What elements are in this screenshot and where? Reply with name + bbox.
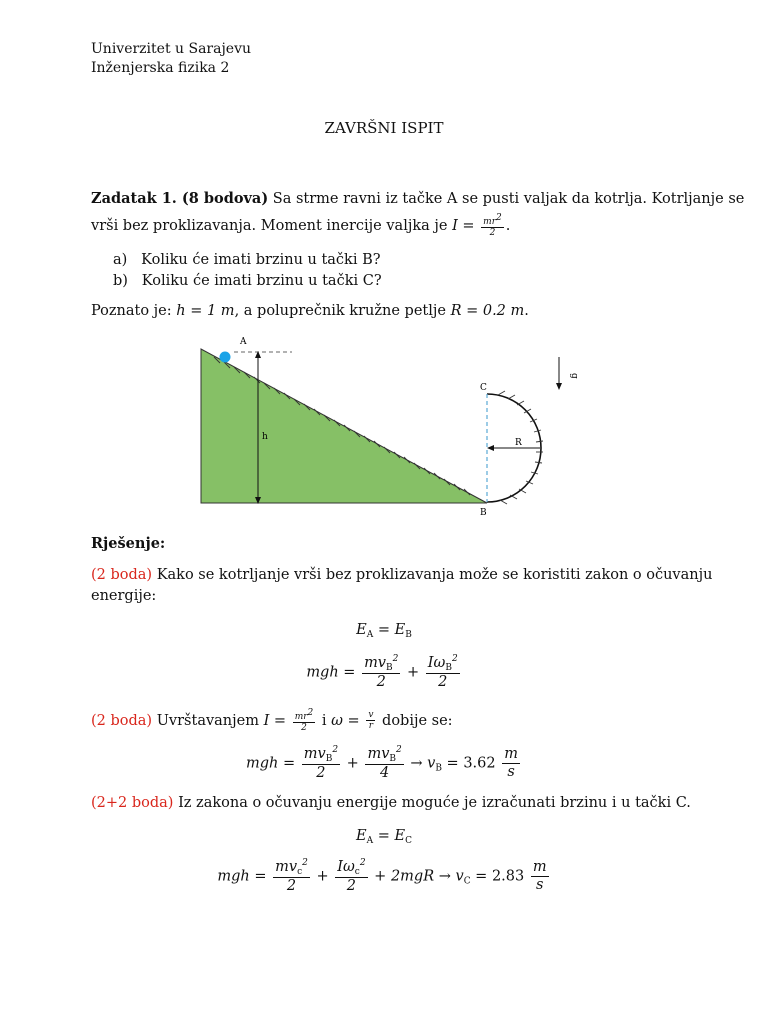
- step-2-text-b: i: [321, 712, 327, 729]
- known-R: R = 0.2 m: [450, 303, 525, 319]
- question-a-text: Koliku će imati brzinu u tački B?: [141, 252, 381, 268]
- label-g: g: [569, 373, 579, 379]
- known-prefix: Poznato je:: [91, 303, 172, 319]
- radius-arrow: [487, 445, 494, 451]
- step-3-text: Iz zakona o očuvanju energije moguće je izračunati brzinu i u tački C.: [178, 795, 691, 811]
- gravity-arrow: [556, 383, 562, 390]
- vC-value: 2.83: [491, 868, 525, 885]
- equation-EA-EB: $E_A = E_B$: [356, 622, 412, 640]
- step-2-text-c: dobije se:: [382, 712, 453, 729]
- inertia-formula: I = $\frac{mr^2}{2}$: [452, 213, 502, 239]
- equation-energy-B: mgh = $mv_B^2$ 2 + $I\omega_B^2$ 2: [306, 654, 458, 691]
- equation-vC: mgh = $mv_c^2$ 2 + $I\omega_c^2$ 2 + $2mgR \to v_C = 2.83$ $\frac{m}{s}$: [217, 858, 547, 895]
- task-label: Zadatak 1. (8 bodova): [91, 190, 269, 207]
- label-C: C: [480, 383, 487, 393]
- incline-loop-figure: [190, 335, 590, 525]
- equation-vB: mgh = $mv_B^2$ 2 + $mv_B^2$ 4 → $v_B = 3.62$ $\frac{m}{s}$: [246, 745, 518, 782]
- known-h: h = 1 m: [176, 303, 235, 319]
- label-A: A: [240, 337, 247, 347]
- question-b: [113, 273, 382, 289]
- solution-heading: Rješenje:: [91, 535, 166, 552]
- page-title: ZAVRŠNI ISPIT: [324, 119, 444, 137]
- known-values: Poznato je: h = 1 m, a poluprečnik kružne petlje R = 0.2 m.: [91, 303, 529, 319]
- step-1-text: Kako se kotrljanje vrši bez proklizavanja može se koristiti zakon o očuvanju: [156, 567, 713, 583]
- label-R: R: [515, 438, 522, 448]
- omega-substitution: ω = $\frac{v}{r}$: [331, 710, 374, 732]
- step-2-text-a: Uvrštavanjem: [156, 712, 259, 729]
- question-b-text: Koliku će imati brzinu u tački C?: [141, 273, 382, 289]
- equation-EA-EC: $E_A = E_C$: [356, 828, 412, 846]
- inertia-substitution: I = $\frac{mr^2}{2}$: [263, 708, 314, 734]
- step-2-points: (2 boda): [91, 712, 153, 729]
- task-line-1: [91, 190, 744, 207]
- known-mid: , a poluprečnik kružne petlje: [234, 303, 446, 319]
- label-h: h: [262, 432, 268, 442]
- question-a: [113, 252, 381, 268]
- question-a-label: a): [113, 252, 128, 268]
- task-line-2: vrši bez proklizavanja. Moment inercije valjka je I = $\frac{mr^2}{2}$ .: [91, 213, 511, 239]
- solution-step-2: [91, 708, 453, 734]
- task-text-1: Sa strme ravni iz tačke A se pusti valjak da kotrlja. Kotrljanje se: [272, 191, 745, 207]
- course-name: Inženjerska fizika 2: [91, 60, 230, 76]
- solution-step-1: [91, 567, 712, 583]
- step-3-points: (2+2 boda): [91, 795, 174, 811]
- label-B: B: [480, 508, 487, 518]
- vB-value: 3.62: [463, 755, 496, 772]
- university-name: Univerzitet u Sarajevu: [91, 41, 252, 57]
- question-b-label: b): [113, 273, 128, 289]
- cylinder-ball: [220, 352, 231, 363]
- step-1-points: (2 boda): [91, 567, 153, 583]
- step-1-text-cont: energije:: [91, 588, 157, 604]
- task-text-2: vrši bez proklizavanja. Moment inercije valjka je: [91, 217, 448, 234]
- solution-step-3: [91, 795, 691, 811]
